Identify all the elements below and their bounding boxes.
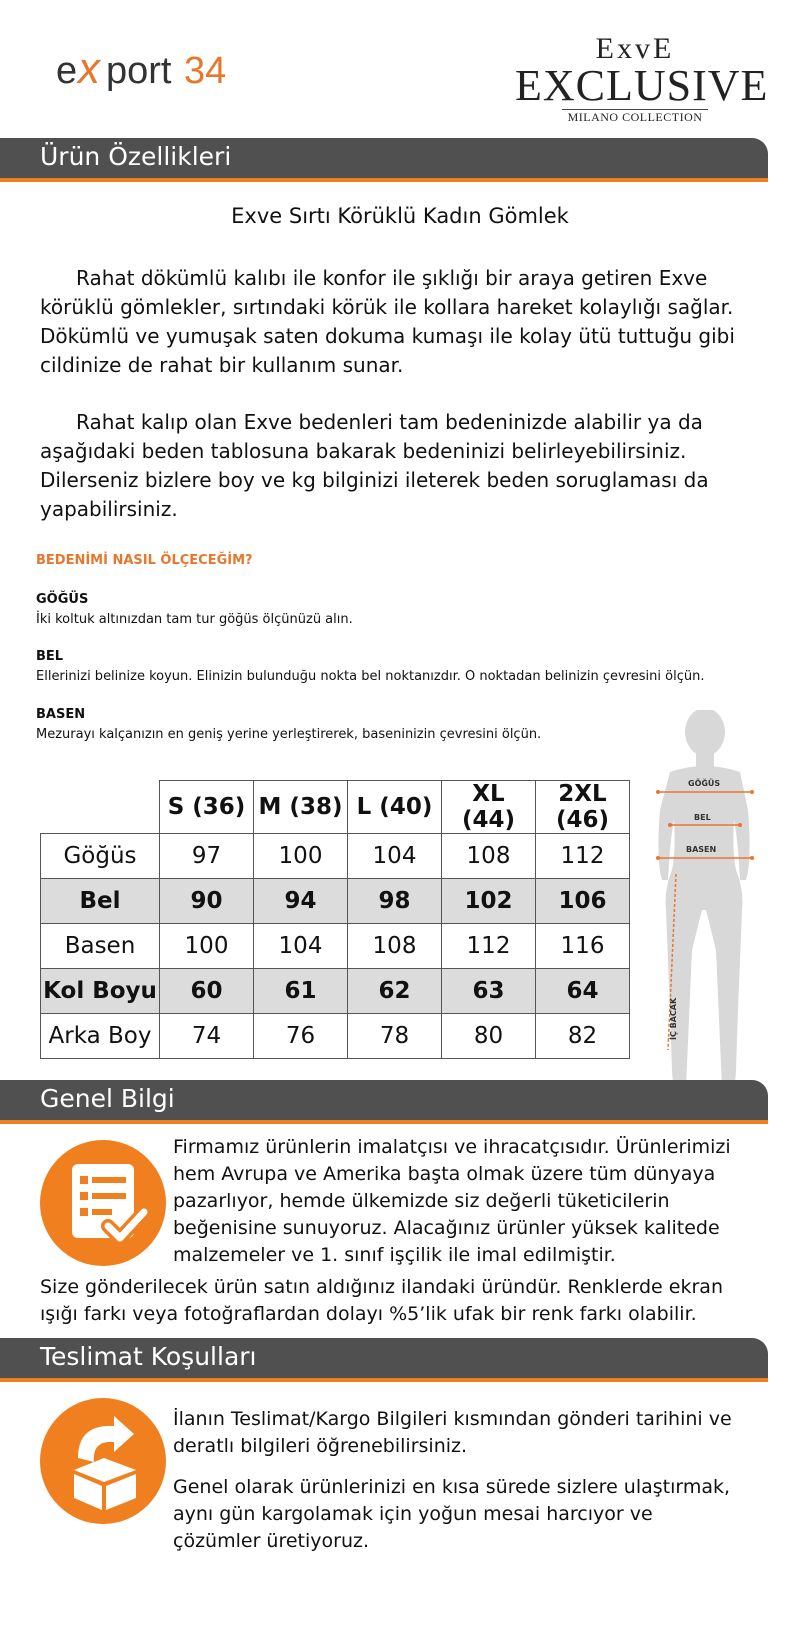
measure-waist-text: Ellerinizi belinize koyun. Elinizin bulunduğu nokta bel noktanızdır. O noktadan belinizin çevresini ölçün. xyxy=(36,669,705,684)
table-cell: 100 xyxy=(254,834,348,879)
section-title: Teslimat Koşulları xyxy=(40,1342,257,1371)
general-info-text-1: Firmamız ürünlerin imalatçısı ve ihracatçısıdır. Ürünlerimizi hem Avrupa ve Amerika başta olmak üzere tüm dünyaya pazarlıyor, hemde ülkemizde siz değerli tüketicilerin beğenisine sunuyoruz. Alacağınız ürünler yüksek kalitede malzemeler ve 1. sınıf işçilik ile imal edilmiştir. xyxy=(173,1136,731,1266)
table-cell: 112 xyxy=(536,834,630,879)
body-measure-figure xyxy=(640,710,770,1100)
row-label: Basen xyxy=(41,924,160,969)
general-info-text-2: Size gönderilecek ürün satın aldığınız ilandaki üründür. Renklerde ekran ışığı farkı veya fotoğraflardan dolayı %5’lik ufak bir renk farkı olabilir. xyxy=(40,1276,723,1325)
section-header-features xyxy=(0,138,768,178)
delivery-text-1: İlanın Teslimat/Kargo Bilgileri kısmından gönderi tarihini ve deratlı bilgileri öğrenebilirsiniz. xyxy=(173,1408,732,1457)
size-col: 2XL (46) xyxy=(536,781,630,834)
table-cell: 64 xyxy=(536,969,630,1014)
table-row xyxy=(41,834,630,879)
table-cell: 94 xyxy=(254,879,348,924)
product-description-1: Rahat dökümlü kalıbı ile konfor ile şıklığı bir araya getiren Exve körüklü gömlekler, sırtındaki körük ile kollara hareket kolaylığı sağlar. Dökümlü ve yumuşak saten dokuma kumaşı ile kolay ütü tuttuğu gibi cildinize de rahat bir kullanım sunar. xyxy=(40,266,735,377)
product-description-2: Rahat kalıp olan Exve bedenleri tam bedeninizde alabilir ya da aşağıdaki beden tablosuna bakarak bedeninizi belirleyebilirsiniz. Dilerseniz bizlere boy ve kg bilginizi ileterek beden soruglaması da yapabilirsiniz. xyxy=(40,410,709,521)
section-header-delivery xyxy=(0,1338,768,1378)
row-label: Kol Boyu xyxy=(41,969,160,1014)
table-cell: 78 xyxy=(348,1014,442,1059)
table-cell: 108 xyxy=(442,834,536,879)
table-cell: 60 xyxy=(160,969,254,1014)
row-label: Bel xyxy=(41,879,160,924)
measure-chest-heading: GÖĞÜS xyxy=(36,592,89,607)
table-row xyxy=(41,969,630,1014)
table-cell: 61 xyxy=(254,969,348,1014)
table-row xyxy=(41,879,630,924)
measure-hip-heading: BASEN xyxy=(36,707,86,722)
table-cell: 82 xyxy=(536,1014,630,1059)
product-title: Exve Sırtı Körüklü Kadın Gömlek xyxy=(231,204,569,228)
table-cell: 100 xyxy=(160,924,254,969)
measure-chest-text: İki koltuk altınızdan tam tur göğüs ölçünüzü alın. xyxy=(36,612,353,627)
table-cell: 63 xyxy=(442,969,536,1014)
table-cell: 74 xyxy=(160,1014,254,1059)
table-row xyxy=(41,1014,630,1059)
figure-waist-label: BEL xyxy=(694,813,711,822)
table-cell: 104 xyxy=(254,924,348,969)
figure-hip-label: BASEN xyxy=(686,845,717,854)
table-row xyxy=(41,924,630,969)
figure-chest-label: GÖĞÜS xyxy=(688,779,721,788)
size-table-header xyxy=(41,781,630,834)
logo-exclusive: EXCLUSIVE xyxy=(515,61,769,110)
table-cell: 80 xyxy=(442,1014,536,1059)
table-cell: 102 xyxy=(442,879,536,924)
section-header-general xyxy=(0,1080,768,1120)
logo-milano: MILANO COLLECTION xyxy=(562,109,709,124)
table-cell: 112 xyxy=(442,924,536,969)
table-cell: 76 xyxy=(254,1014,348,1059)
logo-port: port xyxy=(106,50,172,92)
size-col: XL (44) xyxy=(442,781,536,834)
size-col: S (36) xyxy=(160,781,254,834)
size-col: M (38) xyxy=(254,781,348,834)
section-title: Ürün Özellikleri xyxy=(40,142,232,171)
logo-x: x xyxy=(78,44,100,93)
logo-exve: ExvE xyxy=(595,32,675,65)
delivery-text-2: Genel olarak ürünlerinizi en kısa sürede sizlere ulaştırmak, aynı gün kargolamak için yoğun mesai harcıyor ve çözümler üretiyoruz. xyxy=(173,1476,731,1552)
table-cell: 108 xyxy=(348,924,442,969)
size-col: L (40) xyxy=(348,781,442,834)
return-box-icon xyxy=(40,1398,166,1524)
export34-logo xyxy=(56,40,296,110)
logo-34: 34 xyxy=(184,50,227,92)
accent-bar xyxy=(0,1120,768,1124)
size-table xyxy=(40,780,630,1059)
row-label: Göğüs xyxy=(41,834,160,879)
section-title: Genel Bilgi xyxy=(40,1084,175,1113)
row-label: Arka Boy xyxy=(41,1014,160,1059)
table-cell: 90 xyxy=(160,879,254,924)
table-cell: 62 xyxy=(348,969,442,1014)
measure-hip-text: Mezurayı kalçanızın en geniş yerine yerleştirerek, baseninizin çevresini ölçün. xyxy=(36,727,542,742)
table-cell: 98 xyxy=(348,879,442,924)
checklist-icon xyxy=(40,1140,166,1266)
table-cell: 116 xyxy=(536,924,630,969)
accent-bar xyxy=(0,1378,768,1382)
measure-waist-heading: BEL xyxy=(36,649,64,664)
table-cell: 106 xyxy=(536,879,630,924)
figure-leg-label: İÇ BACAK xyxy=(669,997,678,1040)
logo-e: e xyxy=(56,50,78,92)
accent-bar xyxy=(0,178,768,182)
exve-exclusive-logo xyxy=(515,32,769,124)
measure-question: BEDENİMİ NASIL ÖLÇECEĞİM? xyxy=(36,553,253,568)
table-cell: 104 xyxy=(348,834,442,879)
table-cell: 97 xyxy=(160,834,254,879)
